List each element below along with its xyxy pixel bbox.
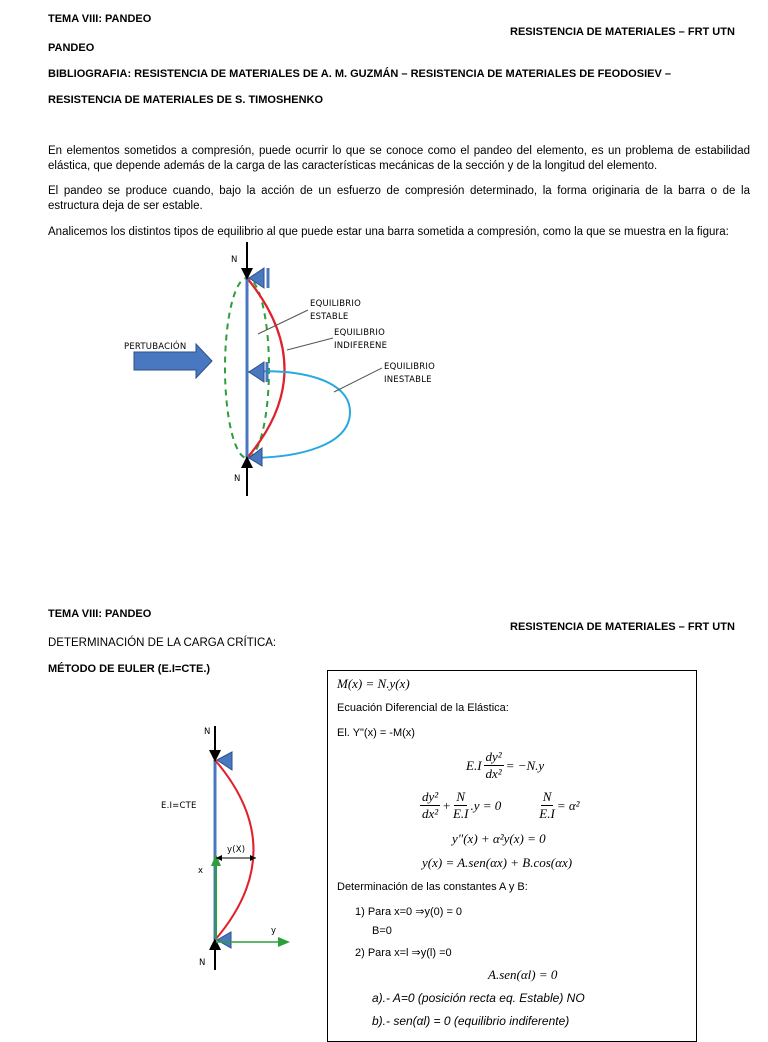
paragraph-2: El pandeo se produce cuando, bajo la acción de un esfuerzo de compresión determinado, la forma originaria de la barra o de la estructura deja de ser estable. <box>48 185 750 212</box>
condition-1: 1) Para x=0 ⇒y(0) = 0 <box>355 906 463 918</box>
constants-title: Determinación de las constantes A y B: <box>337 881 528 893</box>
bibliography-line-1: BIBLIOGRAFIA: RESISTENCIA DE MATERIALES DE A. M. GUZMÁN – RESISTENCIA DE MATERIALES DE FEODOSIEV – <box>48 68 671 80</box>
differential-equation: E.I $\frac{\text{dy²}}{\text{dx²}}$ = −N.y <box>466 749 545 781</box>
condition-2: 2) Para x=l ⇒y(l) =0 <box>355 947 452 959</box>
course-header: RESISTENCIA DE MATERIALES – FRT UTN <box>510 26 735 38</box>
unstable-label: EQUILIBRIO INESTABLE <box>384 362 435 385</box>
stable-label: EQUILIBRIO ESTABLE <box>310 299 361 322</box>
elastic-base-equation: El. Y"(x) = -M(x) <box>337 727 415 739</box>
case-b: b).- sen(αl) = 0 (equilibrio indiferente) <box>372 1014 570 1028</box>
tema-title-2: TEMA VIII: PANDEO <box>48 608 152 620</box>
paragraph-1: En elementos sometidos a compresión, puede ocurrir lo que se conoce como el pandeo del elemento, es un problema de estabilidad elástica, que depende además de la carga de las características mecánicas de la sección y de la longitud del elemento. <box>48 145 750 172</box>
load-label-bottom: N <box>234 474 241 484</box>
y-axis-label: y <box>271 926 277 936</box>
subject-title: PANDEO <box>48 42 95 54</box>
method-title: MÉTODO DE EULER (E.I=CTE.) <box>48 663 211 675</box>
paragraph-3: Analicemos los distintos tipos de equilibrio al que puede estar una barra sometida a compresión, como la que se muestra en la figura: <box>48 226 729 238</box>
condition-1-result: B=0 <box>372 925 392 937</box>
course-header-2: RESISTENCIA DE MATERIALES – FRT UTN <box>510 621 735 633</box>
bibliography-line-2: RESISTENCIA DE MATERIALES DE S. TIMOSHENKO <box>48 94 324 106</box>
normalized-equation: $\frac{\text{dy²}}{\text{dx²}}$ + $\frac{N}{E.I}$ .y = 0 $\frac{N}{E.I}$ = α² <box>422 789 580 821</box>
x-axis-label: x <box>198 866 204 876</box>
deflection-label: y(X) <box>227 845 246 855</box>
mid-support <box>249 362 264 382</box>
general-solution: y(x) = A.sen(αx) + B.cos(αx) <box>422 855 573 870</box>
indifferent-label: EQUILIBRIO INDIFERENE <box>334 328 388 351</box>
ei-label: E.I=CTE <box>161 801 197 811</box>
load-label-bottom-2: N <box>199 958 206 968</box>
equation-box <box>327 670 697 1042</box>
case-a: a).- A=0 (posición recta eq. Estable) NO <box>372 991 585 1005</box>
load-label-top: N <box>231 255 238 265</box>
moment-equation: M(x) = N.y(x) <box>337 676 410 691</box>
unstable-equilibrium-curve <box>247 371 350 458</box>
bottom-support <box>249 448 262 466</box>
perturbation-label: PERTUBACIÓN <box>124 342 187 352</box>
tema-title: TEMA VIII: PANDEO <box>48 13 152 25</box>
section-title: DETERMINACIÓN DE LA CARGA CRÍTICA: <box>48 637 277 649</box>
homogeneous-equation: y"(x) + α²y(x) = 0 <box>452 831 546 846</box>
load-label-top-2: N <box>204 727 211 737</box>
top-support-2 <box>217 752 232 770</box>
boundary-equation: A.sen(αl) = 0 <box>488 967 558 982</box>
elastic-equation-title: Ecuación Diferencial de la Elástica: <box>337 702 509 714</box>
